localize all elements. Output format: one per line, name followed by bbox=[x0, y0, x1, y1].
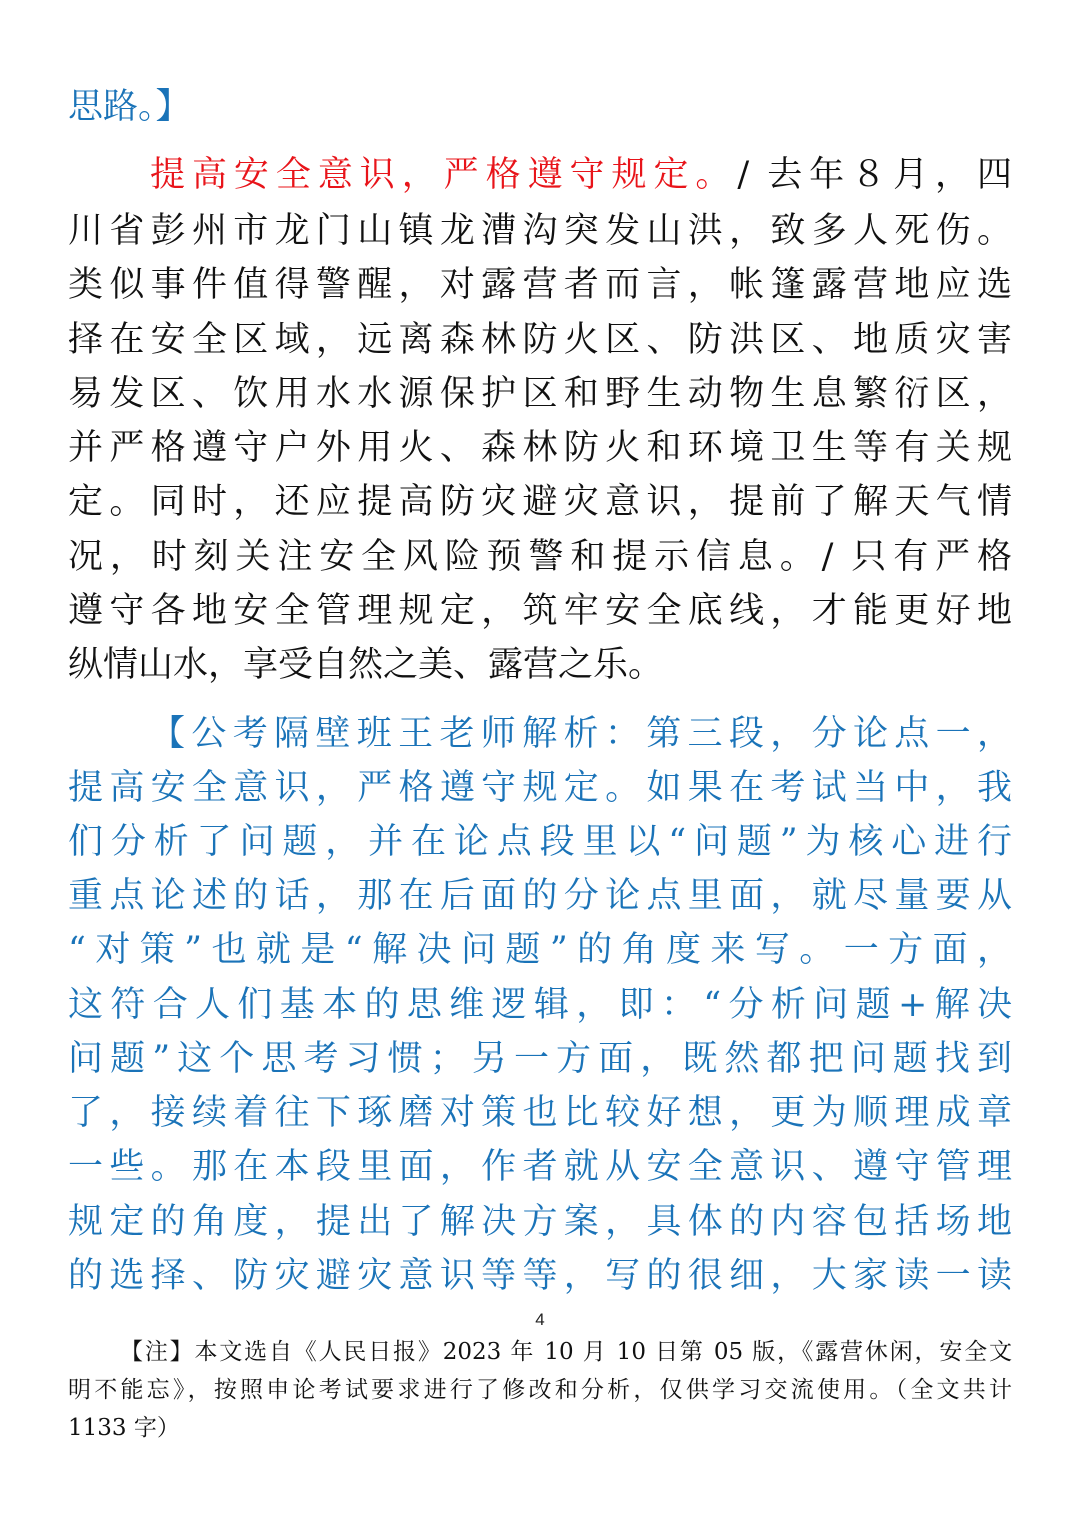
footer-note-line: 【注】本文选自《人民日报》2023 年 10 月 10 日第 05 版，《露营休闲，安全文 bbox=[120, 1339, 1012, 1365]
analysis-line: 【公考隔壁班王老师解析：第三段，分论点一， bbox=[150, 714, 1012, 754]
analysis-line: “对策”也就是“解决问题”的角度来写。一方面， bbox=[68, 930, 1012, 970]
paragraph-line: 并严格遵守户外用火、森林防火和环境卫生等有关规 bbox=[68, 428, 1012, 468]
paragraph-line: 纵情山水，享受自然之美、露营之乐。 bbox=[68, 645, 664, 685]
paragraph-line: 况，时刻关注安全风险预警和提示信息。/ 只有严格 bbox=[68, 537, 1012, 577]
paragraph-line: 定。同时，还应提高防灾避灾意识，提前了解天气情 bbox=[68, 482, 1012, 522]
page-number: 4 bbox=[535, 1310, 545, 1329]
footer-note-line: 1133 字） bbox=[68, 1415, 180, 1441]
analysis-line: 们分析了问题，并在论点段里以“问题”为核心进行 bbox=[68, 822, 1012, 862]
paragraph-first-line-text: / 去年８月，四 bbox=[737, 155, 1012, 195]
analysis-line: 问题”这个思考习惯；另一方面，既然都把问题找到 bbox=[68, 1039, 1012, 1079]
paragraph-line: 遵守各地安全管理规定，筑牢安全底线，才能更好地 bbox=[68, 591, 1012, 631]
analysis-line: 这符合人们基本的思维逻辑，即：“分析问题+解决 bbox=[68, 985, 1012, 1025]
analysis-line: 的选择、防灾避灾意识等等，写的很细，大家读一读 bbox=[68, 1256, 1012, 1296]
intro-closing-line: 思路。】 bbox=[68, 87, 191, 127]
analysis-line: 了，接续着往下琢磨对策也比较好想，更为顺理成章 bbox=[68, 1093, 1012, 1133]
section-heading: 提高安全意识，严格遵守规定。 bbox=[150, 155, 738, 195]
paragraph-line: 择在安全区域，远离森林防火区、防洪区、地质灾害 bbox=[68, 320, 1012, 360]
paragraph-line: 川省彭州市龙门山镇龙漕沟突发山洪，致多人死伤。 bbox=[68, 211, 1012, 251]
paragraph-first-line bbox=[150, 148, 1012, 202]
analysis-line: 重点论述的话，那在后面的分论点里面，就尽量要从 bbox=[68, 876, 1012, 916]
footer-note-line: 明不能忘》，按照申论考试要求进行了修改和分析，仅供学习交流使用。（全文共计 bbox=[68, 1377, 1012, 1403]
paragraph-line: 类似事件值得警醒，对露营者而言，帐篷露营地应选 bbox=[68, 265, 1012, 305]
analysis-line: 规定的角度，提出了解决方案，具体的内容包括场地 bbox=[68, 1202, 1012, 1242]
analysis-line: 一些。那在本段里面，作者就从安全意识、遵守管理 bbox=[68, 1147, 1012, 1187]
analysis-line: 提高安全意识，严格遵守规定。如果在考试当中，我 bbox=[68, 768, 1012, 808]
paragraph-line: 易发区、饮用水水源保护区和野生动物生息繁衍区， bbox=[68, 374, 1012, 414]
